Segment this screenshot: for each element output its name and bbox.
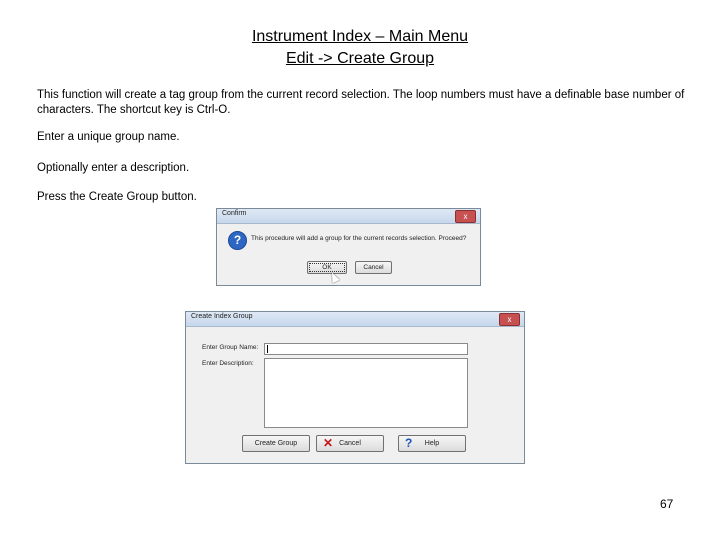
help-button[interactable] xyxy=(398,435,466,452)
confirm-titlebar[interactable] xyxy=(217,209,480,224)
step-create-button: Press the Create Group button. xyxy=(37,191,197,203)
page-number: 67 xyxy=(660,497,674,511)
create-group-title: Create Index Group xyxy=(191,313,253,320)
description-label: Enter Description: xyxy=(202,360,254,367)
group-name-input[interactable] xyxy=(264,343,468,355)
group-name-label: Enter Group Name: xyxy=(202,344,259,351)
confirm-cancel-button[interactable]: Cancel xyxy=(355,261,392,274)
confirm-dialog xyxy=(216,208,481,286)
description-paragraph: This function will create a tag group from the current record selection. The loop numbers must have a definable base number of characters. The shortcut key is Ctrl-O. xyxy=(37,89,685,116)
confirm-title: Confirm xyxy=(222,210,247,217)
help-label: Help xyxy=(424,440,440,447)
create-group-button[interactable]: Create Group xyxy=(242,435,310,452)
slide-title: Instrument Index – Main Menu xyxy=(251,28,469,45)
step-group-name: Enter a unique group name. xyxy=(37,131,180,143)
create-group-close-button[interactable]: x xyxy=(499,313,520,326)
cancel-label: Cancel xyxy=(339,440,361,447)
confirm-close-button[interactable]: x xyxy=(455,210,476,223)
cancel-button[interactable] xyxy=(316,435,384,452)
create-group-titlebar[interactable] xyxy=(186,312,524,327)
slide-subtitle: Edit -> Create Group xyxy=(285,50,435,67)
create-index-group-dialog xyxy=(185,311,525,464)
ok-button[interactable]: OK xyxy=(307,261,347,274)
text-caret xyxy=(267,345,268,353)
question-icon: ? xyxy=(228,231,247,250)
confirm-message: This procedure will add a group for the current records selection. Proceed? xyxy=(251,235,467,242)
description-textarea[interactable] xyxy=(264,358,468,428)
x-icon: ✕ xyxy=(323,436,334,450)
step-description: Optionally enter a description. xyxy=(37,162,190,174)
question-mark-icon: ? xyxy=(405,436,413,450)
